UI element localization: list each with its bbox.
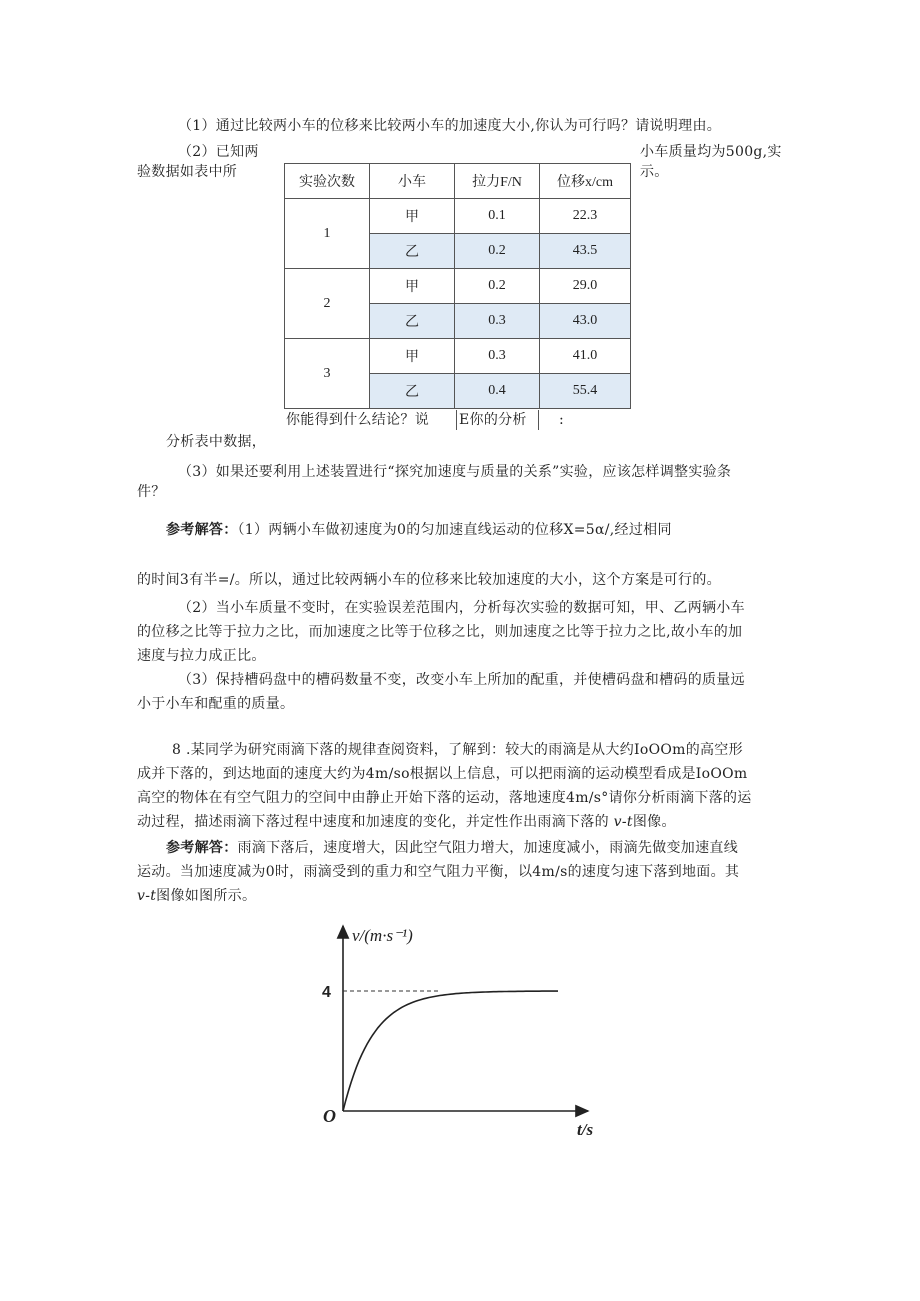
- car-cell: 甲: [370, 199, 455, 234]
- trial-cell: 2: [285, 269, 370, 339]
- force-cell: 0.2: [455, 269, 540, 304]
- force-cell: 0.2: [455, 234, 540, 269]
- car-cell: 乙: [370, 304, 455, 339]
- q8-line4-end: 图像。: [632, 814, 676, 830]
- q7-part1: （1）通过比较两小车的位移来比较两小车的加速度大小,你认为可行吗？请说明理由。: [178, 118, 722, 134]
- header-trial: 实验次数: [285, 164, 370, 199]
- trial-cell: 1: [285, 199, 370, 269]
- answer7-line1: [166, 520, 672, 540]
- table-row: [285, 339, 631, 374]
- force-cell: 0.4: [455, 374, 540, 409]
- answer7-line6: （3）保持槽码盘中的槽码数量不变，改变小车上所加的配重，并使槽码盘和槽码的质量远: [178, 672, 745, 688]
- force-cell: 0.1: [455, 199, 540, 234]
- disp-cell: 55.4: [540, 374, 631, 409]
- q8-line3: 高空的物体在有空气阻力的空间中由静止开始下落的运动，落地速度4m∕s°请你分析雨滴下落的运: [137, 790, 752, 806]
- disp-cell: 43.5: [540, 234, 631, 269]
- q8-answer-text1: 雨滴下落后，速度增大，因此空气阻力增大，加速度减小，雨滴先做变加速直线: [237, 840, 738, 856]
- q7-part2-end: 小车质量均为500g,实: [640, 144, 782, 160]
- answer7-text1: （1）两辆小车做初速度为0的匀加速直线运动的位移X=5α/,经过相同: [237, 522, 672, 538]
- answer-label: 参考解答：: [166, 840, 238, 856]
- force-cell: 0.3: [455, 339, 540, 374]
- y-tick-label: 4: [322, 984, 331, 1001]
- q7-line3-start: 验数据如表中所: [137, 164, 238, 180]
- disp-cell: 41.0: [540, 339, 631, 374]
- q8-line4-text: 动过程，描述雨滴下落过程中速度和加速度的变化，并定性作出雨滴下落的: [137, 814, 609, 830]
- under-table-text-c: :: [538, 410, 564, 430]
- disp-cell: 22.3: [540, 199, 631, 234]
- table-row: [285, 199, 631, 234]
- velocity-curve: [343, 991, 558, 1111]
- car-cell: 乙: [370, 234, 455, 269]
- force-cell: 0.3: [455, 304, 540, 339]
- vt-symbol: v-t: [613, 814, 633, 830]
- q8-answer-line3: [137, 886, 256, 906]
- trial-cell: 3: [285, 339, 370, 409]
- answer7-line2: 的时间3有半=/。所以，通过比较两辆小车的位移来比较加速度的大小，这个方案是可行的。: [137, 572, 721, 588]
- car-cell: 甲: [370, 269, 455, 304]
- table-row: [285, 269, 631, 304]
- q8-answer-line2: 运动。当加速度减为0时，雨滴受到的重力和空气阻力平衡，以4m∕s的速度匀速下落到地面。其: [137, 864, 740, 880]
- q8-line4: [137, 812, 676, 832]
- y-axis-label: v/(m·s⁻¹): [352, 926, 413, 945]
- under-table-text-b: E你的分析: [456, 410, 527, 430]
- q8-answer-line1: [166, 838, 738, 858]
- header-displacement: 位移x/cm: [540, 164, 631, 199]
- x-axis-label: t/s: [577, 1120, 594, 1139]
- q7-line3-end: 示。: [640, 164, 669, 180]
- q7-part3: （3）如果还要利用上述装置进行“探究加速度与质量的关系”实验，应该怎样调整实验条: [178, 464, 732, 480]
- experiment-table: [284, 163, 631, 409]
- answer-label: 参考解答：: [166, 522, 238, 538]
- header-car: 小车: [370, 164, 455, 199]
- q8-line1: 8 .某同学为研究雨滴下落的规律查阅资料，了解到：较大的雨滴是从大约IoOOm的高空形: [172, 742, 743, 758]
- q7-part3-end: 件？: [137, 484, 166, 500]
- q8-answer-text3: 图像如图所示。: [156, 888, 257, 904]
- header-force: 拉力F/N: [455, 164, 540, 199]
- q8-line2: 成并下落的，到达地面的速度大约为4m∕so根据以上信息，可以把雨滴的运动模型看成是IoOOm: [137, 766, 748, 782]
- car-cell: 乙: [370, 374, 455, 409]
- disp-cell: 43.0: [540, 304, 631, 339]
- origin-label: O: [323, 1106, 336, 1126]
- table-header-row: [285, 164, 631, 199]
- disp-cell: 29.0: [540, 269, 631, 304]
- q7-analysis-line: 分析表中数据，: [166, 434, 267, 450]
- vt-symbol: v-t: [137, 888, 157, 904]
- answer7-line5: 速度与拉力成正比。: [137, 648, 266, 664]
- answer7-line3: （2）当小车质量不变时，在实验误差范围内，分析每次实验的数据可知，甲、乙两辆小车: [178, 600, 745, 616]
- car-cell: 甲: [370, 339, 455, 374]
- answer7-line7: 小于小车和配重的质量。: [137, 696, 295, 712]
- answer7-line4: 的位移之比等于拉力之比，而加速度之比等于位移之比，则加速度之比等于拉力之比,故小车的加: [137, 624, 743, 640]
- q7-part2-start: （2）已知两: [178, 144, 259, 160]
- under-table-text-a: 你能得到什么结论？说: [286, 412, 429, 428]
